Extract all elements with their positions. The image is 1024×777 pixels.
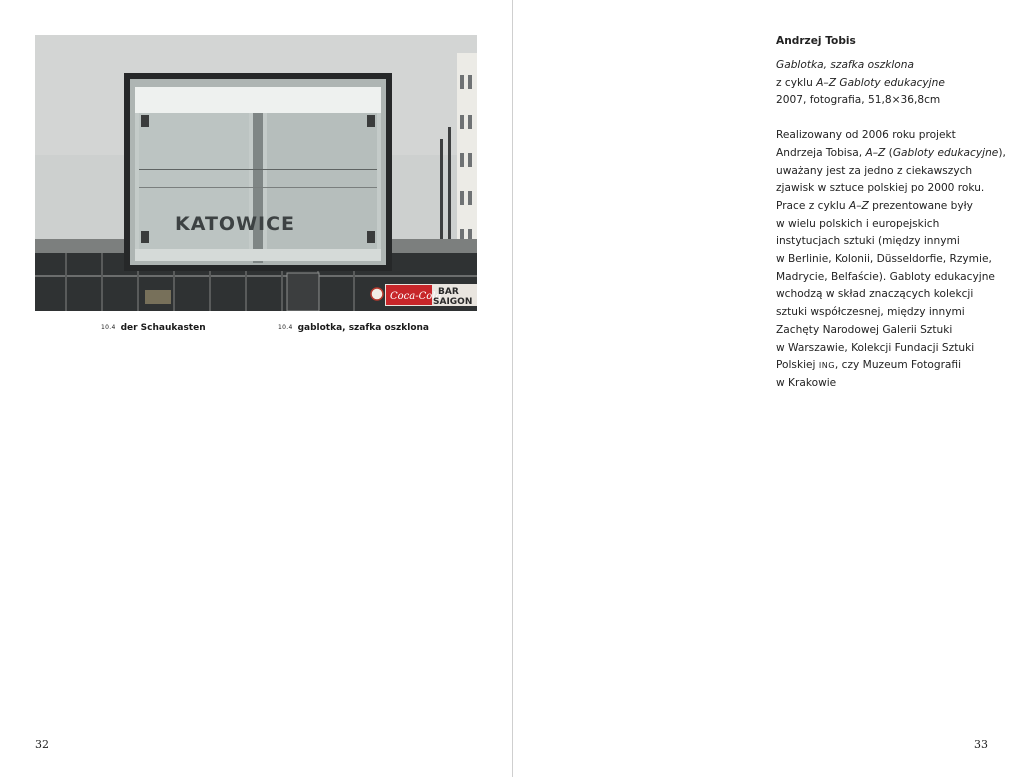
bar-label: BAR (438, 287, 459, 297)
body-line: Zachęty Narodowej Galerii Sztuki (776, 323, 953, 336)
text-run: Polskiej (776, 359, 819, 372)
author-name: Andrzej Tobis (776, 35, 856, 47)
page-number-right: 33 (974, 738, 988, 751)
body-line (776, 145, 1016, 163)
body-line: w Berlinie, Kolonii, Düsseldorfie, Rzymie, (776, 253, 992, 266)
text-run-small-caps: ING (818, 361, 835, 371)
body-line: w wielu polskich i europejskich (776, 217, 940, 230)
body-line: instytucjach sztuki (między innymi (776, 235, 960, 248)
caption-text: der Schaukasten (120, 323, 206, 333)
right-page (513, 0, 1024, 777)
text-run-italic: A–Z (865, 146, 886, 159)
body-text (776, 127, 1016, 393)
text-run: Andrzeja Tobisa, (776, 146, 866, 159)
work-title: Gablotka, szafka oszklona (776, 59, 914, 71)
text-run: Prace z cyklu (776, 199, 849, 212)
photograph-display-case (35, 35, 477, 311)
body-line (776, 357, 1016, 375)
work-cycle (776, 75, 1016, 93)
body-line (776, 198, 1016, 216)
text-run: , czy Muzeum Fotografii (834, 359, 962, 372)
text-run: prezentowane były (868, 199, 973, 212)
katowice-sign: KATOWICE (175, 213, 296, 235)
text-run-italic: A–Z (848, 199, 869, 212)
caption-number: 10.4 (278, 324, 293, 331)
page-number-left: 32 (35, 738, 49, 751)
text-run: ( (885, 146, 893, 159)
saigon-label: SAIGON (433, 297, 473, 307)
caption-polish (278, 323, 429, 333)
caption-number: 10.4 (101, 324, 116, 331)
text-run-italic: Gabloty edukacyjne (892, 146, 999, 159)
artwork-text-block (776, 33, 1016, 393)
body-line: w Krakowie (776, 376, 837, 389)
caption-text: gablotka, szafka oszklona (297, 323, 429, 333)
body-line: wchodzą w skład znaczących kolekcji (776, 288, 974, 301)
cycle-title: A–Z Gabloty edukacyjne (816, 76, 945, 89)
body-line: sztuki współczesnej, między innymi (776, 306, 965, 319)
text-run: ), (998, 146, 1006, 159)
caption-german (101, 323, 206, 333)
work-details: 2007, fotografia, 51,8×36,8cm (776, 94, 941, 107)
body-line: Madrycie, Belfaście). Gabloty edukacyjne (776, 270, 995, 283)
photo-illustration (35, 35, 477, 311)
body-line: Realizowany od 2006 roku projekt (776, 129, 956, 142)
body-line: w Warszawie, Kolekcji Fundacji Sztuki (776, 341, 975, 354)
work-info (776, 57, 1016, 110)
cycle-prefix: z cyklu (776, 76, 817, 89)
body-line: zjawisk w sztuce polskiej po 2000 roku. (776, 182, 985, 195)
coca-cola-logo: Coca-Cola (390, 291, 442, 302)
body-line: uważany jest za jedno z ciekawszych (776, 164, 973, 177)
